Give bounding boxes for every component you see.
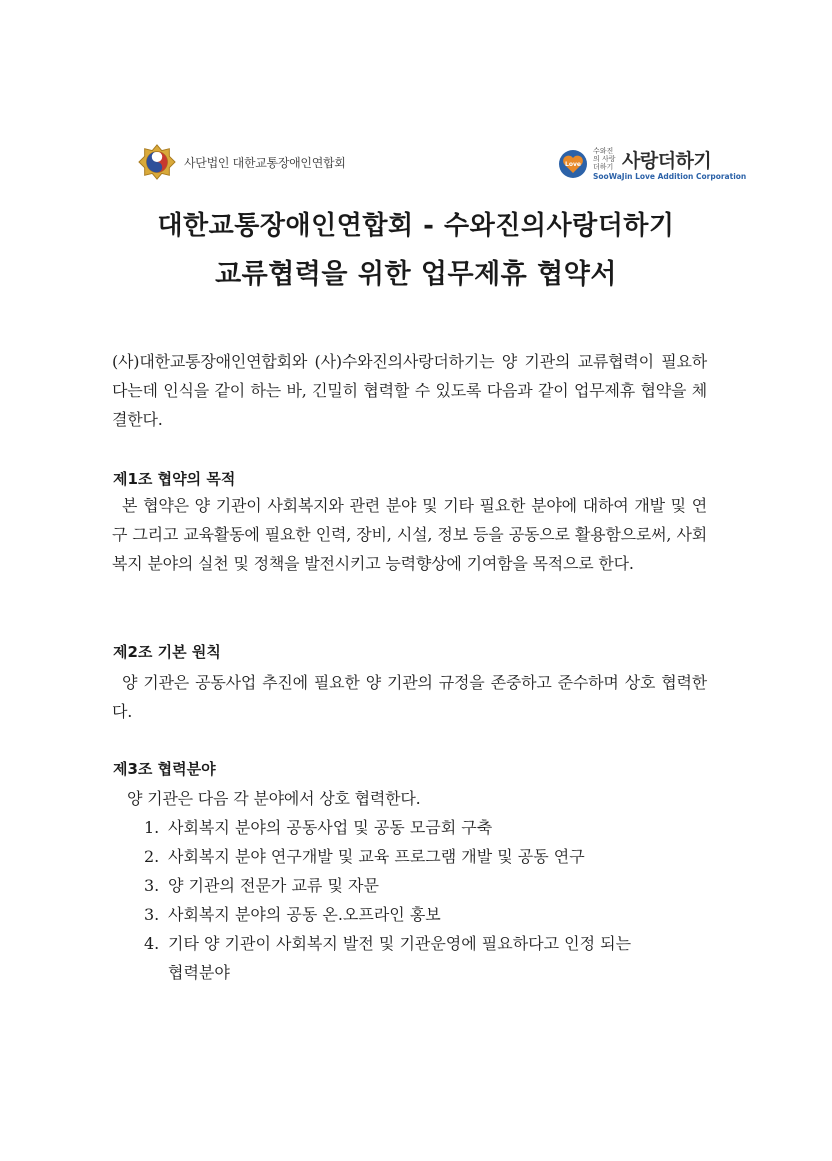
list-item-text: 기타 양 기관이 사회복지 발전 및 기관운영에 필요하다고 인정 되는 [168,934,632,953]
header-left-logo [138,143,346,181]
list-item [144,813,704,842]
article-3-heading: 제3조 협력분야 [113,760,216,778]
list-item-number: 4. [144,934,160,953]
article-1-body: 본 협약은 양 기관이 사회복지와 관련 분야 및 기타 필요한 분야에 대하여 개발 및 연구 그리고 교육활동에 필요한 인력, 장비, 시설, 정보 등을 공동으로 활용함으로써, 사회복지 분야의 실천 및 정책을 발전시키고 능력향상에 기여함을 목적으로 한다. [112,496,707,573]
list-item-number: 3. [144,876,160,895]
list-item-continuation: 협력분야 [168,963,230,982]
list-item-text: 사회복지 분야의 공동사업 및 공동 모금회 구축 [168,818,493,837]
list-item-number: 3. [144,905,160,924]
article-2-heading: 제2조 기본 원칙 [113,643,221,661]
heart-label: Love [565,161,581,168]
list-item-number: 1. [144,818,160,837]
right-org-english: SooWaJin Love Addition Corporation [593,172,747,181]
list-item-number: 2. [144,847,160,866]
list-item [144,929,704,958]
association-seal-icon [138,143,176,181]
article-1-heading: 제1조 협약의 목적 [113,470,236,488]
list-item-text: 양 기관의 전문가 교류 및 자문 [168,876,379,895]
article-2-body: 양 기관은 공동사업 추진에 필요한 양 기관의 규정을 존중하고 준수하며 상호 협력한다. [112,673,707,721]
document-title-line2: 교류협력을 위한 업무제휴 협약서 [215,259,617,290]
cooperation-list [144,813,704,987]
list-item-text: 사회복지 분야 연구개발 및 교육 프로그램 개발 및 공동 연구 [168,847,585,866]
left-org-name: 사단법인 대한교통장애인연합회 [184,155,346,170]
list-item-text: 사회복지 분야의 공동 온.오프라인 홍보 [168,905,441,924]
document-title-line1: 대한교통장애인연합회 - 수와진의사랑더하기 [157,211,675,241]
right-org-small-text: 수와진의 사랑더하기 [593,147,616,171]
header-right-logo [558,147,746,181]
list-item [144,871,704,900]
intro-paragraph: (사)대한교통장애인연합회와 (사)수와진의사랑더하기는 양 기관의 교류협력이 필요하다는데 인식을 같이 하는 바, 긴밀히 협력할 수 있도록 다음과 같이 업무제휴 협약을 체결한다. [112,352,707,429]
right-org-name: 사랑더하기 [622,150,712,172]
love-heart-icon [558,149,588,179]
list-item [144,842,704,871]
list-item [144,900,704,929]
article-3-body: 양 기관은 다음 각 분야에서 상호 협력한다. [127,789,421,808]
